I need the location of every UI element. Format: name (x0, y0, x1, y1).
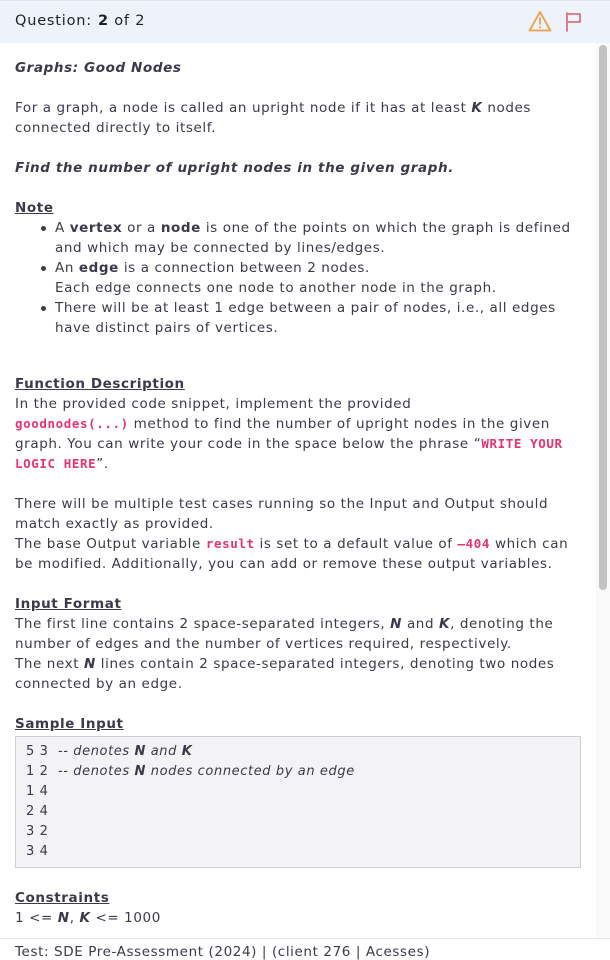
var-k: K (181, 744, 193, 759)
note-text: is a connection between 2 nodes. (118, 260, 370, 276)
code-result: result (205, 536, 255, 551)
problem-task: Find the number of upright nodes in the given graph. (15, 160, 454, 176)
if-text: and (402, 616, 440, 632)
constraints-text (15, 908, 581, 928)
warning-icon[interactable] (528, 10, 552, 32)
footer-test-name: Test: SDE Pre-Assessment (2024) | (client 276 | Acesses) (15, 944, 431, 960)
constraints-heading: Constraints (15, 890, 110, 906)
note-text: An (55, 260, 79, 276)
sample-comment: nodes connected by an edge (146, 764, 355, 779)
if-text: The first line contains 2 space-separated integers, (15, 616, 391, 632)
fd-text: graph. You can write your code in the space below the phrase “ (15, 436, 482, 452)
sample-input-box (15, 736, 581, 868)
question-indicator (15, 13, 145, 29)
note-list (39, 218, 581, 338)
question-header (0, 0, 610, 43)
sample-comment: -- denotes (48, 744, 135, 759)
note-term-edge: edge (78, 260, 119, 276)
sample-row: 2 4 (26, 804, 49, 819)
fd-text: There will be multiple test cases running so the Input and Output should (15, 496, 549, 512)
sample-comment: -- denotes (48, 764, 135, 779)
intro-text-3: connected directly to itself. (15, 120, 217, 136)
input-format (15, 614, 581, 694)
fd-text: method to find the number of upright nodes in the given (128, 416, 550, 432)
fd-text: match exactly as provided. (15, 516, 214, 532)
fd-text: In the provided code snippet, implement the provided (15, 396, 412, 412)
if-text: The next (15, 656, 84, 672)
code-write-your: WRITE YOUR (481, 436, 563, 451)
var-k: K (439, 616, 451, 632)
question-content (0, 43, 596, 938)
function-description (15, 394, 581, 574)
note-text: Each edge connects one node to another node in the graph. (55, 280, 497, 296)
var-n: N (57, 910, 70, 926)
sample-value: 5 3 (26, 744, 49, 759)
if-text: number of edges and the number of vertices required, respectively. (15, 636, 512, 652)
code-default-value: –404 (457, 536, 491, 551)
var-n: N (134, 764, 146, 779)
var-n: N (84, 656, 96, 672)
fd-text: The base Output variable (15, 536, 206, 552)
problem-intro (15, 98, 581, 138)
question-label: Question: (15, 13, 92, 29)
note-text: is one of the points on which the graph is defined (200, 220, 571, 236)
if-text: lines contain 2 space-separated integers, denoting two nodes (95, 656, 555, 672)
content-scrollbar[interactable] (596, 43, 610, 938)
constraint-text: 1 <= (15, 910, 58, 926)
sample-comment: and (146, 744, 182, 759)
code-goodnodes: goodnodes(...) (15, 416, 129, 431)
sample-row (26, 742, 570, 762)
intro-text: For a graph, a node is called an upright node if it has at least (15, 100, 472, 116)
var-n: N (134, 744, 146, 759)
note-term-node: node (160, 220, 201, 236)
sample-value: 1 2 (26, 764, 49, 779)
sample-row: 3 2 (26, 824, 49, 839)
note-text: have distinct pairs of vertices. (55, 320, 279, 336)
sample-row: 3 4 (26, 844, 49, 859)
if-text: connected by an edge. (15, 676, 183, 692)
note-text: A (55, 220, 70, 236)
scrollbar-thumb[interactable] (599, 45, 607, 590)
footer-divider (0, 938, 610, 939)
fd-text: ”. (96, 456, 109, 472)
sample-row (26, 762, 570, 782)
var-k: K (79, 910, 91, 926)
note-item (39, 258, 581, 298)
intro-text-2: nodes (482, 100, 532, 116)
problem-title: Graphs: Good Nodes (15, 60, 182, 76)
var-k: K (471, 100, 483, 116)
fd-text: which can (490, 536, 569, 552)
code-logic-here: LOGIC HERE (15, 456, 97, 471)
note-term-vertex: vertex (69, 220, 123, 236)
question-total: of 2 (114, 13, 146, 29)
constraint-text: <= 1000 (90, 910, 161, 926)
question-number: 2 (97, 13, 109, 29)
var-n: N (390, 616, 403, 632)
note-text: There will be at least 1 edge between a pair of nodes, i.e., all edges (55, 300, 556, 316)
flag-icon[interactable] (564, 11, 584, 33)
note-item (39, 218, 581, 258)
sample-row: 1 4 (26, 784, 49, 799)
input-format-heading: Input Format (15, 596, 122, 612)
fd-text: is set to a default value of (254, 536, 458, 552)
note-item (39, 298, 581, 338)
note-text: or a (122, 220, 161, 236)
note-text: and which may be connected by lines/edges. (55, 240, 386, 256)
note-heading: Note (15, 200, 54, 216)
fd-text: be modified. Additionally, you can add or remove these output variables. (15, 556, 553, 572)
constraint-text: , (69, 910, 80, 926)
sample-input-heading: Sample Input (15, 716, 124, 732)
if-text: , denoting the (450, 616, 554, 632)
function-description-heading: Function Description (15, 376, 185, 392)
